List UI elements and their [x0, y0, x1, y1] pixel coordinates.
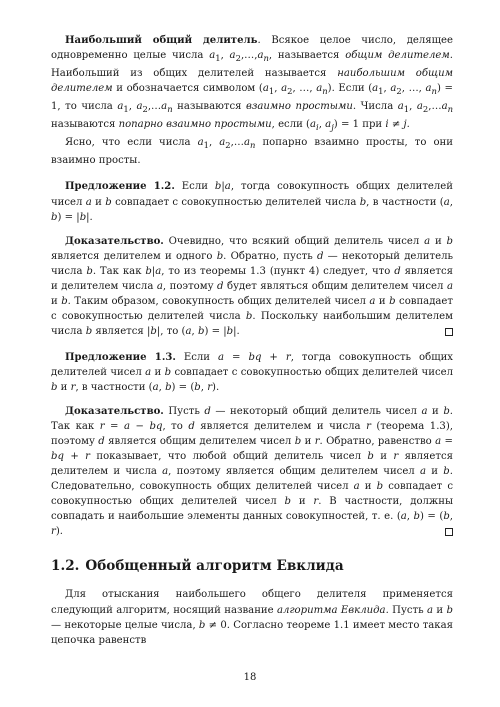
proposition-1-3: Предложение 1.3. Если a = bq + r, тогда совокупность общих делителей чисел a и b совпадает с совокупностью общих делителей чисел b и r, в частности (a, b) = (b, r). [51, 351, 454, 394]
proposition-1-2: Предложение 1.2. Если b|a, тогда совокупность общих делителей чисел a и b совпадает с совокупностью делителей числа b, в частности (a, b) = |b|. [51, 181, 454, 223]
euclid-intro-paragraph: Для отыскания наибольшего общего делителя применяется следующий алгоритм, носящий название алгоритма Евклида. Пусть a и b — некоторые целые числа, b ≠ 0. Согласно теореме 1.1 имеет место такая цепочка равенств [51, 589, 454, 646]
proof-1-2: Доказательство. Очевидно, что всякий общий делитель чисел a и b является делителем и одного b. Обратно, пусть d — некоторый делитель числа b. Так как b|a, то из теоремы 1.3 (пункт 4) следует, что d является и делителем числа a, поэтому d будет являться общим делителем чисел a и b. Таким образом, совокупность общих делителей чисел a и b совпадает с совокупностью делителей числа b. Поскольку наибольшим делителем числа b является |b|, то (a, b) = |b|. [51, 235, 454, 337]
definition-gcd-paragraph: Наибольший общий делитель. Всякое целое число, делящее одновременно целые числа $a_1$, $a_2,\dots,a_n$, называется общим делителем. Наибольший из общих делителей называется наибольшим общим делителем и обозначается символом ($a_1$, $a_2$, …, $a_n$). Если ($a_1$, $a_2$, …, $a_n) = 1$, то числа $a_1$, $a_2,\dots a_n$ называются взаимно простыми. Числа $a_1$, $a_2,\dots a_n$ называются попарно взаимно простыми, если ($a_i$, $a_j) = 1$ при i ≠ j. [51, 35, 454, 133]
qed-square-icon [445, 528, 453, 536]
page-content [51, 33, 453, 648]
qed-square-icon [445, 328, 453, 336]
section-title: Обобщенный алгоритм Евклида [85, 558, 344, 575]
section-heading [51, 557, 453, 575]
section-number: 1.2. [51, 558, 80, 575]
pairwise-coprime-remark: Ясно, что если числа $a_1$, $a_2,\dots a_n$ попарно взаимно просты, то они взаимно просты. [51, 137, 453, 167]
proof-1-3: Доказательство. Пусть d — некоторый общий делитель чисел a и b. Так как r = a − bq, то d является делителем и числа r (теорема 1.3), поэтому d является общим делителем чисел b и r. Обратно, равенство a = bq + r показывает, что любой общий делитель чисел b и r является делителем и числа a, поэтому является общим делителем чисел a и b. Следовательно, совокупность общих делителей чисел a и b совпадает с совокупностью общих делителей чисел b и r. В частности, должны совпадать и наибольшие элементы данных совокупностей, т. е. (a, b) = (b, r). [51, 406, 454, 538]
page-number: 18 [243, 672, 257, 683]
